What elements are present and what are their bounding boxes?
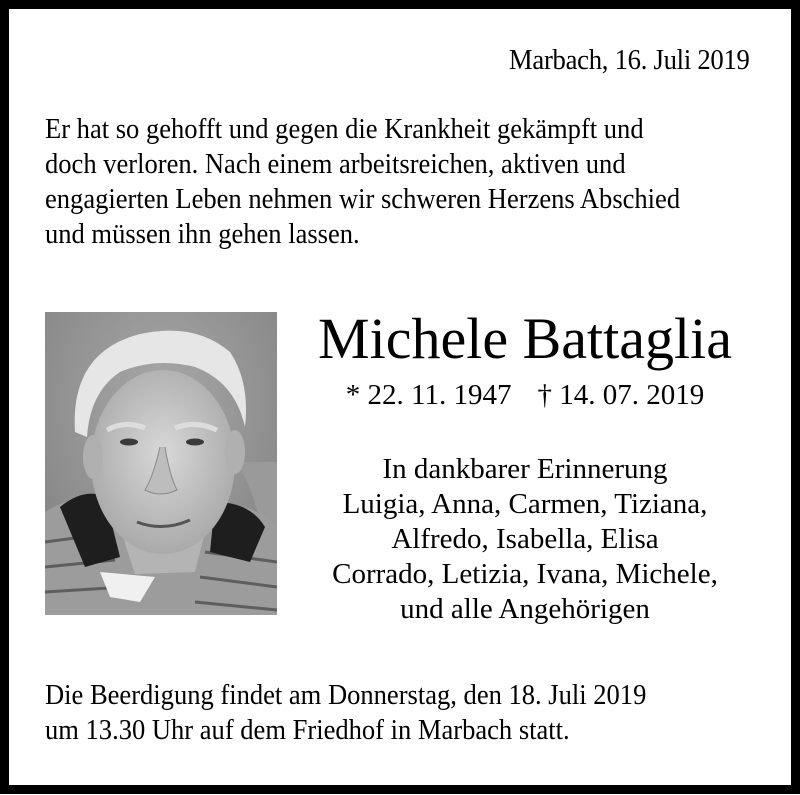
place-date: Marbach, 16. Juli 2019 — [509, 44, 750, 76]
intro-text — [45, 112, 740, 252]
portrait-photo — [45, 312, 277, 615]
mourners-line: Luigia, Anna, Carmen, Tiziana, — [342, 488, 708, 520]
intro-line: engagierten Leben nehmen wir schweren Herzens Abschied — [45, 183, 681, 215]
mourners-line: In dankbarer Erinnerung — [382, 453, 668, 485]
intro-line: und müssen ihn gehen lassen. — [45, 218, 360, 250]
funeral-line: um 13.30 Uhr auf dem Friedhof in Marbach statt. — [45, 714, 570, 746]
funeral-info — [45, 678, 740, 748]
portrait-image — [45, 312, 277, 615]
intro-line: doch verloren. Nach einem arbeitsreichen, aktiven und — [45, 148, 626, 180]
intro-line: Er hat so gehofft und gegen die Krankheit gekämpft und — [45, 113, 644, 145]
birth-date: * 22. 11. 1947 — [345, 379, 512, 411]
life-dates — [290, 379, 760, 412]
mourners-line: Corrado, Letizia, Ivana, Michele, — [332, 558, 718, 590]
funeral-line: Die Beerdigung findet am Donnerstag, den 18. Juli 2019 — [45, 679, 647, 711]
deceased-name: Michele Battaglia — [318, 306, 732, 371]
mourners-line: und alle Angehörigen — [400, 593, 650, 625]
mourners-line: Alfredo, Isabella, Elisa — [391, 523, 659, 555]
death-date: † 14. 07. 2019 — [537, 379, 705, 411]
mourners-list — [290, 452, 760, 627]
